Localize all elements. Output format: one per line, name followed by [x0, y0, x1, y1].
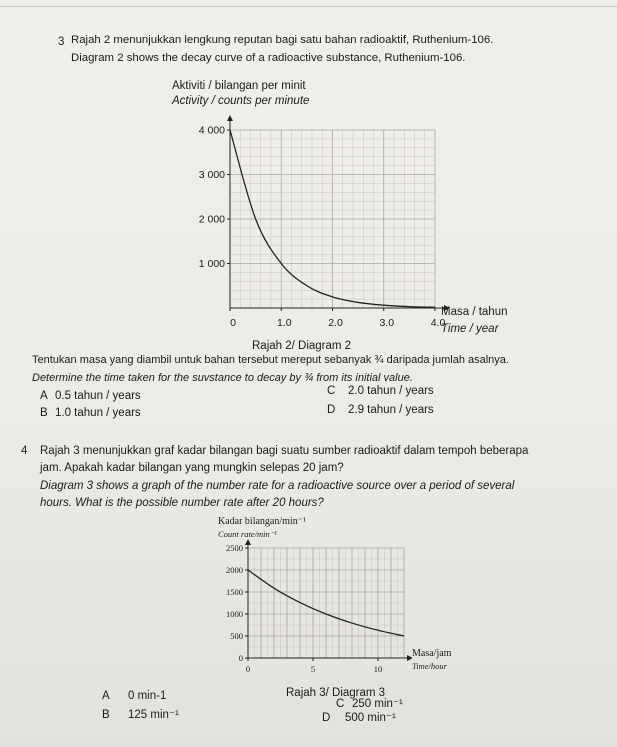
y-tick-label: 2 000	[198, 213, 225, 226]
q4-option-text: 500 min⁻¹	[345, 712, 396, 724]
chart3-caption: Rajah 3/ Diagram 3	[286, 687, 386, 699]
x-tick-label: 5	[310, 664, 316, 674]
q4-text-english-1: Diagram 3 shows a graph of the number rate for a radioactive source over a period of several	[40, 480, 515, 492]
q4-option-text: 125 min⁻¹	[128, 709, 179, 721]
q3-option-text: 1.0 tahun / years	[55, 407, 141, 419]
q3-option-letter: C	[327, 385, 336, 397]
q3-option-letter: D	[327, 404, 336, 416]
top-edge-line	[0, 6, 617, 7]
q3-option-text: 2.0 tahun / years	[348, 385, 434, 397]
chart3-ylabel-english: Count rate/min⁻¹	[218, 529, 277, 539]
y-tick-label: 2000	[226, 564, 243, 575]
chart3-ylabel-malay: Kadar bilangan/min⁻¹	[218, 516, 306, 527]
q4-text-malay-1: Rajah 3 menunjukkan graf kadar bilangan bagi suatu sumber radioaktif dalam tempoh beberapa	[40, 445, 529, 457]
x-tick-label: 0	[245, 664, 251, 674]
q3-option-letter: A	[40, 390, 48, 402]
y-tick-label: 0	[238, 652, 243, 663]
q3-text-malay: Rajah 2 menunjukkan lengkung reputan bagi satu bahan radioaktif, Ruthenium-106.	[71, 34, 494, 46]
q3-option-text: 2.9 tahun / years	[348, 404, 434, 416]
chart2-caption: Rajah 2/ Diagram 2	[252, 340, 352, 352]
chart3-xlabel-malay: Masa/jam	[412, 648, 452, 659]
chart3-count-rate-graph	[212, 534, 412, 684]
chart2-xlabel-malay: Masa / tahun	[441, 306, 508, 318]
q4-text-english-2: hours. What is the possible number rate after 20 hours?	[40, 497, 324, 509]
q4-option-text: 0 min-1	[128, 690, 167, 702]
y-tick-label: 1 000	[198, 258, 225, 271]
chart2-xlabel-english: Time / year	[441, 323, 499, 335]
q3-question-malay: Tentukan masa yang diambil untuk bahan tersebut mereput sebanyak ¾ daripada jumlah asalnya.	[32, 354, 509, 366]
x-tick-label: 4.0	[430, 317, 446, 329]
y-tick-label: 2500	[226, 542, 243, 553]
q4-option-text: 250 min⁻¹	[352, 698, 403, 710]
chart2-ylabel-malay: Aktiviti / bilangan per minit	[172, 80, 306, 92]
q4-option-letter: A	[102, 690, 110, 702]
q4-number: 4	[21, 445, 28, 457]
q3-question-english: Determine the time taken for the suvstance to decay by ¾ from its initial value.	[32, 372, 413, 384]
q3-text-english: Diagram 2 shows the decay curve of a radioactive substance, Ruthenium-106.	[71, 52, 466, 64]
y-tick-label: 500	[230, 630, 243, 641]
x-tick-label: 10	[373, 664, 383, 674]
q4-option-letter: D	[322, 712, 331, 724]
q4-option-letter: C	[336, 698, 345, 710]
q4-option-letter: B	[102, 709, 110, 721]
x-tick-label: 3.0	[379, 317, 395, 329]
y-axis-arrow-icon	[227, 115, 233, 121]
chart2-ylabel-english: Activity / counts per minute	[172, 95, 310, 107]
q4-text-malay-2: jam. Apakah kadar bilangan yang mungkin selepas 20 jam?	[40, 462, 344, 474]
chart3-xlabel-english: Time/hour	[412, 661, 447, 671]
y-tick-label: 1000	[226, 608, 243, 619]
q3-number: 3	[58, 36, 65, 48]
x-tick-label: 1.0	[276, 317, 292, 329]
x-tick-label: 2.0	[328, 317, 343, 329]
q3-option-letter: B	[40, 407, 48, 419]
y-axis-arrow-icon	[245, 539, 251, 545]
chart2-decay-curve	[170, 108, 450, 353]
y-tick-label: 4 000	[198, 124, 225, 137]
y-tick-label: 3 000	[198, 169, 225, 182]
x-tick-label: 0	[230, 317, 236, 329]
q3-option-text: 0.5 tahun / years	[55, 390, 141, 402]
y-tick-label: 1500	[226, 586, 243, 597]
